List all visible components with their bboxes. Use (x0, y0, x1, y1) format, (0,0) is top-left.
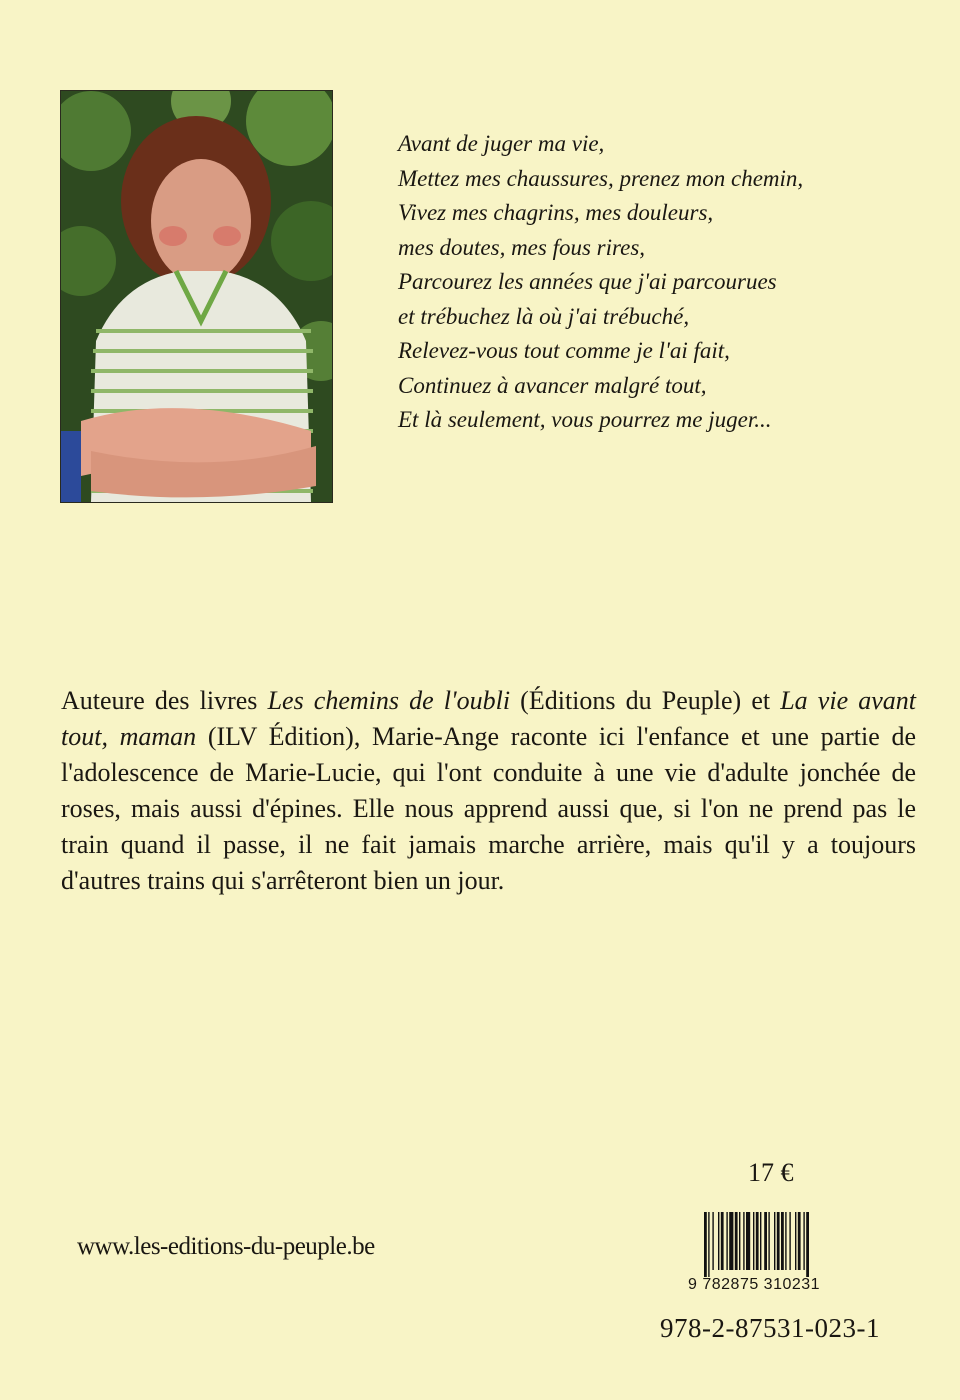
barcode-digits: 9 782875 310231 (688, 1276, 821, 1293)
publisher-website: www.les-editions-du-peuple.be (77, 1233, 375, 1260)
poem-line: Vivez mes chagrins, mes douleurs, (398, 200, 714, 225)
poem-line: Avant de juger ma vie, (398, 131, 605, 156)
poem-line: Et là seulement, vous pourrez me juger... (398, 407, 772, 432)
price: 17 € (748, 1158, 794, 1187)
description-text: (Éditions du Peuple) et (510, 686, 781, 715)
poem-line: Mettez mes chaussures, prenez mon chemin, (398, 165, 804, 191)
book-description (61, 683, 916, 899)
barcode (703, 1212, 861, 1277)
book-title-1: Les chemins de l'oubli (267, 686, 511, 715)
author-photo (61, 91, 332, 502)
isbn: 978-2-87531-023-1 (660, 1313, 880, 1343)
description-text: Auteure des livres (61, 686, 268, 715)
poem (398, 127, 918, 438)
description-text: (ILV Édition), Marie-Ange raconte ici l'enfance et une partie de l'adolescence de Marie-Lucie, qui l'ont conduite à une vie d'adulte jonchée de roses, mais aussi d'épines. Elle nous apprend aussi que, si l'on ne prend pas le train quand il passe, il ne fait jamais marche arrière, mais qu'il y a toujours d'autres trains qui s'arrêteront bien un jour. (61, 722, 916, 895)
book-title-2: La vie avant tout, maman (61, 686, 917, 751)
poem-line: Relevez-vous tout comme je l'ai fait, (398, 338, 730, 363)
poem-line: Continuez à avancer malgré tout, (398, 372, 707, 398)
poem-line: Parcourez les années que j'ai parcourues (398, 269, 777, 294)
poem-line: mes doutes, mes fous rires, (398, 234, 646, 260)
poem-line: et trébuchez là où j'ai trébuché, (398, 303, 690, 329)
